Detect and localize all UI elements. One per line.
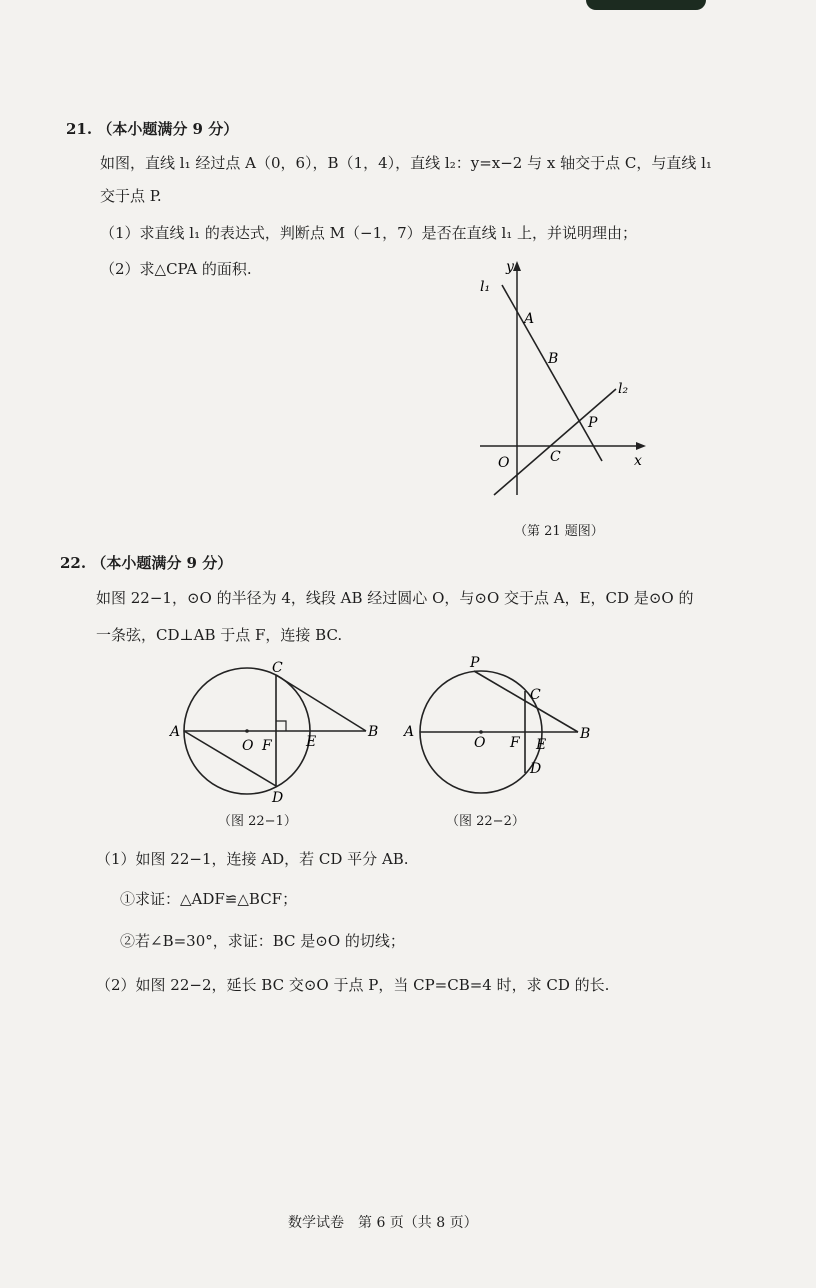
label-E: E (306, 734, 317, 750)
label-F: F (262, 738, 272, 754)
label-O: O (242, 738, 254, 754)
label-B: B (548, 351, 559, 367)
fig-22-1-caption: （图 22−1） (218, 814, 297, 829)
q22-part1: （1）如图 22−1，连接 AD，若 CD 平分 AB. (96, 850, 409, 868)
segment-bc (276, 675, 366, 731)
label-B: B (368, 724, 379, 740)
label-C: C (550, 449, 561, 465)
x-axis-arrow (636, 442, 646, 450)
label-P: P (470, 655, 480, 671)
q22-heading: 22. （本小题满分 9 分） (60, 554, 233, 572)
label-O: O (498, 455, 510, 471)
q22-stem-line2: 一条弦，CD⊥AB 于点 F，连接 BC. (96, 626, 343, 644)
segment-bp (474, 671, 578, 732)
q21-figure (470, 255, 660, 505)
line-l2 (494, 389, 616, 495)
fig-22-2-caption: （图 22−2） (446, 814, 525, 829)
right-angle-mark (276, 721, 286, 731)
label-F: F (510, 735, 520, 751)
q21-part2: （2）求△CPA 的面积. (100, 260, 252, 278)
label-A: A (170, 724, 181, 740)
q22-part1-i: ①求证：△ADF≌△BCF； (120, 890, 298, 908)
q21-stem-line2: 交于点 P. (100, 187, 162, 205)
q21-stem-line1: 如图，直线 l₁ 经过点 A（0，6），B（1，4），直线 l₂：y=x−2 与 x 轴交于点 C，与直线 l₁ (100, 154, 712, 172)
label-E: E (536, 737, 547, 753)
center-dot (245, 729, 249, 733)
label-A: A (404, 724, 415, 740)
fig-22-2 (400, 655, 600, 795)
q21-figure-caption: （第 21 题图） (514, 524, 604, 539)
label-C: C (272, 660, 283, 676)
photo-corner-shadow (586, 0, 706, 10)
label-D: D (530, 761, 542, 777)
label-P: P (588, 415, 598, 431)
label-B: B (580, 726, 591, 742)
label-A: A (524, 311, 535, 327)
q22-part2: （2）如图 22−2，延长 BC 交⊙O 于点 P，当 CP=CB=4 时，求 CD 的长. (96, 976, 610, 994)
y-axis-arrow (513, 261, 521, 271)
q21-part1: （1）求直线 l₁ 的表达式，判断点 M（−1，7）是否在直线 l₁ 上，并说明理由； (100, 224, 638, 242)
center-dot (479, 730, 483, 734)
q22-stem-line1: 如图 22−1，⊙O 的半径为 4，线段 AB 经过圆心 O，与⊙O 交于点 A，E，CD 是⊙O 的 (96, 589, 694, 607)
page-footer: 数学试卷 第 6 页（共 8 页） (288, 1215, 478, 1231)
label-x: x (634, 453, 642, 469)
label-C: C (530, 687, 541, 703)
q21-heading: 21. （本小题满分 9 分） (66, 120, 239, 138)
label-y: y (506, 259, 514, 275)
label-O: O (474, 735, 486, 751)
label-D: D (272, 790, 284, 806)
fig-22-1 (166, 660, 386, 810)
q22-part1-ii: ②若∠B=30°，求证：BC 是⊙O 的切线； (120, 932, 405, 950)
label-l1: l₁ (480, 279, 491, 295)
label-l2: l₂ (618, 381, 629, 397)
